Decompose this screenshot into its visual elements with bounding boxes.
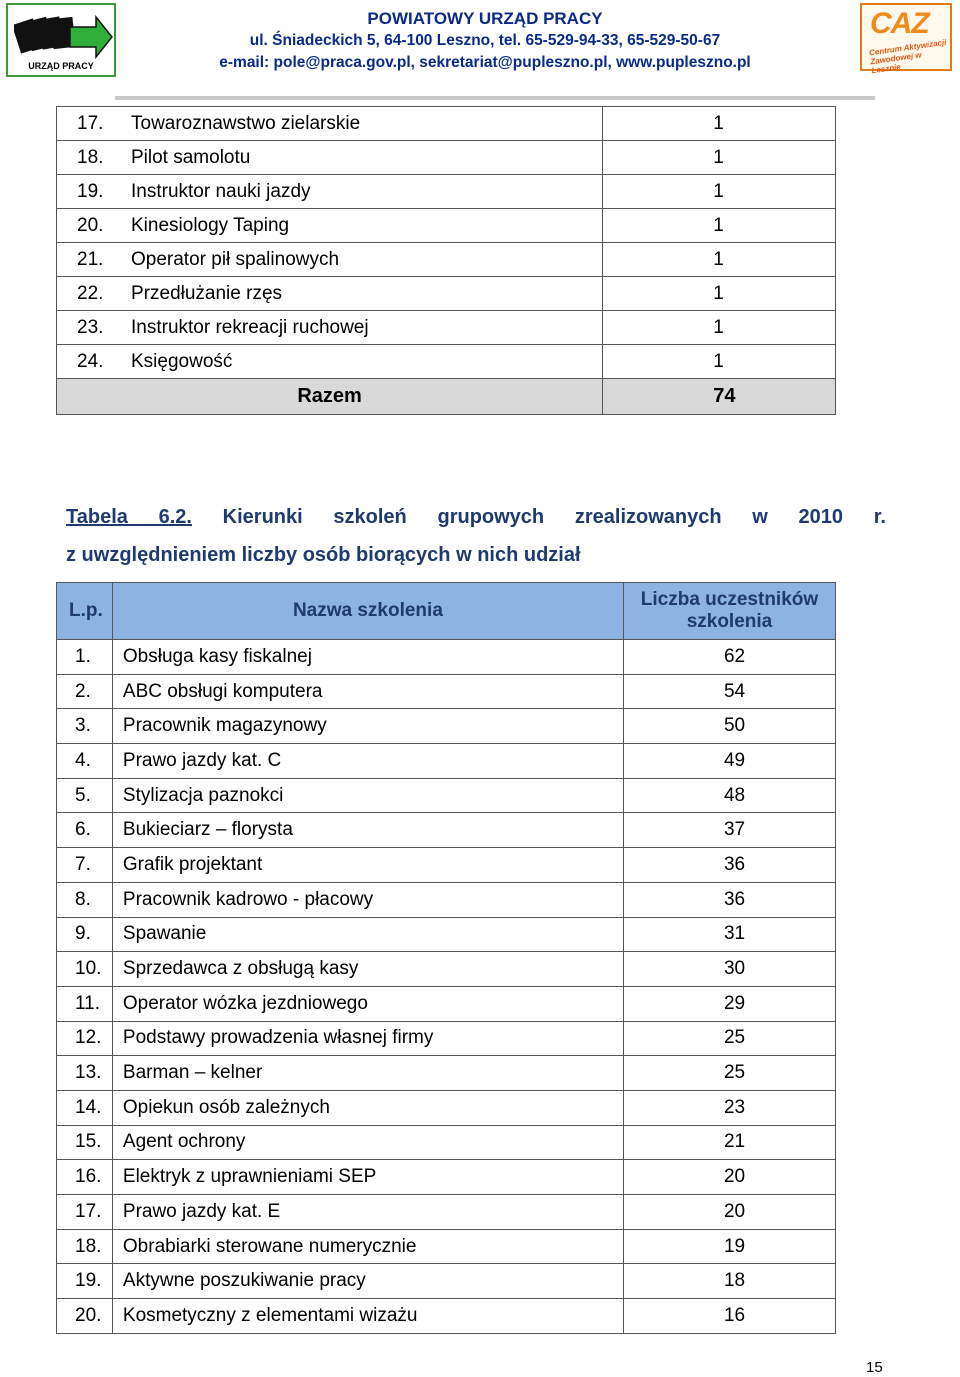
table-row — [57, 986, 836, 1021]
row-value: 25 — [623, 1021, 835, 1056]
row-number: 13. — [57, 1056, 113, 1091]
row-number: 2. — [57, 674, 113, 709]
row-name: Instruktor rekreacji ruchowej — [131, 316, 369, 338]
row-name: Agent ochrony — [112, 1125, 623, 1160]
row-value: 1 — [603, 209, 836, 243]
row-value: 36 — [623, 882, 835, 917]
table-row — [57, 345, 836, 379]
row-number: 12. — [57, 1021, 113, 1056]
header-count-line2: szkolenia — [686, 611, 773, 632]
row-number: 24. — [77, 350, 104, 372]
row-name: Pracownik magazynowy — [112, 709, 623, 744]
urzad-pracy-logo — [6, 3, 116, 77]
row-number: 21. — [77, 248, 104, 270]
row-name: Pilot samolotu — [131, 146, 251, 168]
row-number: 16. — [57, 1160, 113, 1195]
caption-title-line2: z uwzględnieniem liczby osób biorących w nich udział — [66, 544, 581, 566]
table-row — [57, 141, 836, 175]
caz-logo-big: CAZ — [870, 7, 929, 40]
caption-title-line1: Kierunki szkoleń grupowych zrealizowanych w 2010 r. — [222, 506, 886, 528]
table-row — [57, 1264, 836, 1299]
table-row — [57, 882, 836, 917]
table-row — [57, 1299, 836, 1334]
row-number: 19. — [77, 180, 104, 202]
cards-arrow-icon — [14, 13, 114, 61]
table-row — [57, 917, 836, 952]
row-value: 62 — [623, 640, 835, 675]
row-number: 7. — [57, 848, 113, 883]
row-name: Przedłużanie rzęs — [131, 282, 283, 304]
row-name: Sprzedawca z obsługą kasy — [112, 952, 623, 987]
row-value: 1 — [603, 277, 836, 311]
row-name: Stylizacja paznokci — [112, 778, 623, 813]
total-value: 74 — [603, 379, 836, 415]
row-value: 54 — [623, 674, 835, 709]
row-number: 15. — [57, 1125, 113, 1160]
total-row — [57, 379, 836, 415]
row-name: Grafik projektant — [112, 848, 623, 883]
row-name: Towaroznawstwo zielarskie — [131, 112, 361, 134]
table-row — [57, 1090, 836, 1125]
page-number: 15 — [866, 1359, 883, 1376]
caption-label: Tabela 6.2. — [66, 506, 192, 528]
table-row — [57, 1125, 836, 1160]
row-value: 16 — [623, 1299, 835, 1334]
row-number: 17. — [57, 1195, 113, 1230]
row-value: 1 — [603, 345, 836, 379]
row-number: 22. — [77, 282, 104, 304]
row-number: 18. — [57, 1229, 113, 1264]
table-row — [57, 848, 836, 883]
table-row — [57, 813, 836, 848]
header-contacts: e-mail: pole@praca.gov.pl, sekretariat@pupleszno.pl, www.pupleszno.pl — [219, 54, 751, 71]
table-row — [57, 778, 836, 813]
row-number: 4. — [57, 744, 113, 779]
row-value: 30 — [623, 952, 835, 987]
row-number: 1. — [57, 640, 113, 675]
left-logo-label: URZĄD PRACY — [28, 61, 94, 71]
row-number: 19. — [57, 1264, 113, 1299]
row-name: Prawo jazdy kat. E — [112, 1195, 623, 1230]
table-header-row — [57, 583, 836, 640]
row-name: Prawo jazdy kat. C — [112, 744, 623, 779]
table-row — [57, 1056, 836, 1091]
row-number: 5. — [57, 778, 113, 813]
row-number: 20. — [77, 214, 104, 236]
row-value: 25 — [623, 1056, 835, 1091]
row-name: Barman – kelner — [112, 1056, 623, 1091]
table-row — [57, 209, 836, 243]
table-row — [57, 640, 836, 675]
row-name: Aktywne poszukiwanie pracy — [112, 1264, 623, 1299]
row-value: 1 — [603, 141, 836, 175]
row-value: 1 — [603, 107, 836, 141]
row-number: 6. — [57, 813, 113, 848]
caz-logo-small: Centrum Aktywizacji Zawodowej w Lesznie — [868, 37, 947, 76]
table-row — [57, 1195, 836, 1230]
row-name: Obrabiarki sterowane numerycznie — [112, 1229, 623, 1264]
row-value: 20 — [623, 1160, 835, 1195]
row-value: 23 — [623, 1090, 835, 1125]
table-row — [57, 1229, 836, 1264]
row-name: Podstawy prowadzenia własnej firmy — [112, 1021, 623, 1056]
table-row — [57, 744, 836, 779]
row-number: 17. — [77, 112, 104, 134]
row-number: 20. — [57, 1299, 113, 1334]
row-number: 14. — [57, 1090, 113, 1125]
row-number: 23. — [77, 316, 104, 338]
row-value: 50 — [623, 709, 835, 744]
table-row — [57, 674, 836, 709]
row-name: Kinesiology Taping — [131, 214, 290, 236]
row-value: 29 — [623, 986, 835, 1021]
header-divider — [115, 96, 875, 100]
table-row — [57, 952, 836, 987]
row-value: 49 — [623, 744, 835, 779]
row-name: Operator pił spalinowych — [131, 248, 340, 270]
row-value: 31 — [623, 917, 835, 952]
row-name: Księgowość — [131, 350, 233, 372]
header-office-name: POWIATOWY URZĄD PRACY — [367, 9, 603, 28]
row-value: 21 — [623, 1125, 835, 1160]
row-value: 19 — [623, 1229, 835, 1264]
row-value: 37 — [623, 813, 835, 848]
row-value: 36 — [623, 848, 835, 883]
row-name: Elektryk z uprawnieniami SEP — [112, 1160, 623, 1195]
row-number: 9. — [57, 917, 113, 952]
table-row — [57, 243, 836, 277]
row-value: 48 — [623, 778, 835, 813]
row-value: 1 — [603, 243, 836, 277]
table-row — [57, 277, 836, 311]
row-value: 1 — [603, 311, 836, 345]
row-name: Kosmetyczny z elementami wizażu — [112, 1299, 623, 1334]
row-value: 1 — [603, 175, 836, 209]
row-name: Opiekun osób zależnych — [112, 1090, 623, 1125]
row-name: Operator wózka jezdniowego — [112, 986, 623, 1021]
row-value: 20 — [623, 1195, 835, 1230]
table-caption — [66, 506, 886, 529]
header-name: Nazwa szkolenia — [112, 583, 623, 640]
row-name: Pracownik kadrowo - płacowy — [112, 882, 623, 917]
row-value: 18 — [623, 1264, 835, 1299]
caz-logo — [860, 3, 952, 76]
row-name: Obsługa kasy fiskalnej — [112, 640, 623, 675]
trainings-table — [56, 582, 836, 1334]
header-count — [623, 583, 835, 640]
row-name: Bukieciarz – florysta — [112, 813, 623, 848]
row-name: Spawanie — [112, 917, 623, 952]
table-continuation — [56, 106, 836, 415]
row-name: Instruktor nauki jazdy — [131, 180, 311, 202]
table-row — [57, 311, 836, 345]
header-count-line1: Liczba uczestników — [640, 589, 819, 610]
table-row — [57, 1021, 836, 1056]
table-row — [57, 709, 836, 744]
row-number: 11. — [57, 986, 113, 1021]
header-lp: L.p. — [57, 583, 113, 640]
row-number: 8. — [57, 882, 113, 917]
row-number: 10. — [57, 952, 113, 987]
header-address: ul. Śniadeckich 5, 64-100 Leszno, tel. 65-529-94-33, 65-529-50-67 — [249, 32, 721, 49]
total-label: Razem — [57, 379, 603, 415]
office-header — [120, 8, 850, 74]
table-row — [57, 175, 836, 209]
row-number: 3. — [57, 709, 113, 744]
table-row — [57, 1160, 836, 1195]
table-row — [57, 107, 836, 141]
row-name: ABC obsługi komputera — [112, 674, 623, 709]
row-number: 18. — [77, 146, 104, 168]
